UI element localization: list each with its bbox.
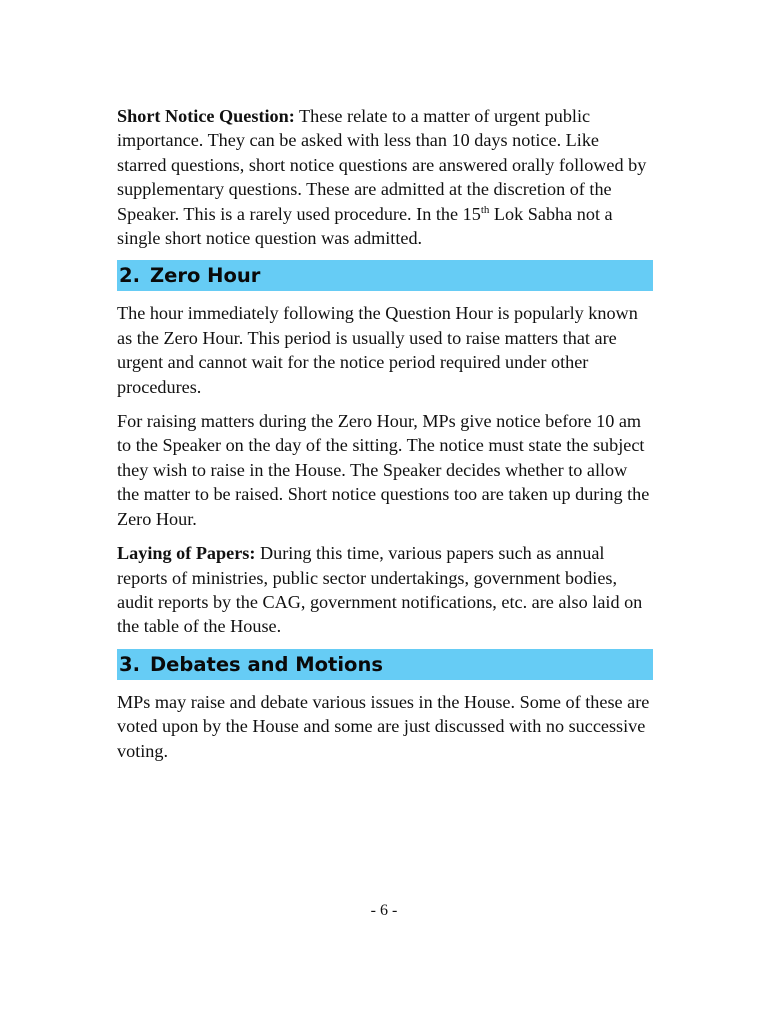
page-content (117, 104, 653, 773)
laying-of-papers-text: During this time, various papers such as annual reports of ministries, public sector undertakings, government bodies, audit reports by the CAG, government notifications, etc. are also laid on the table of the House. (117, 543, 643, 637)
short-notice-question-text: These relate to a matter of urgent public importance. They can be asked with less than 10 days notice. Like starred questions, short notice questions are answered orally followed by supplementary questions. These are admitted at the discretion of the Speaker. This is a rarely used procedure. In the 15 (117, 106, 647, 224)
section-number: 2. (119, 264, 140, 288)
short-notice-question-lead: Short Notice Question: (117, 106, 295, 126)
laying-of-papers-paragraph (117, 541, 653, 639)
page-number: - 6 - (370, 902, 398, 919)
ordinal-superscript: th (480, 203, 490, 216)
laying-of-papers-lead: Laying of Papers: (117, 543, 256, 564)
section-number: 3. (119, 652, 140, 676)
section-heading-zero-hour (117, 260, 653, 291)
short-notice-question-text-end: Lok Sabha not a single short notice question was admitted. (117, 203, 613, 249)
section-title: Zero Hour (149, 264, 261, 288)
zero-hour-paragraph-2: For raising matters during the Zero Hour, MPs give notice before 10 am to the Speaker on the day of the sitting. The notice must state the subject they wish to raise in the House. The Speaker decides whether to allow the matter to be raised. Short notice questions too are taken up during the Zero Hour. (117, 411, 650, 529)
zero-hour-paragraph-1: The hour immediately following the Question Hour is popularly known as the Zero Hour. This period is usually used to raise matters that are urgent and cannot wait for the notice period required under other procedures. (117, 303, 638, 397)
section-heading-debates-and-motions (117, 649, 653, 680)
debates-paragraph: MPs may raise and debate various issues in the House. Some of these are voted upon by the House and some are just discussed with no successive voting. (117, 691, 650, 761)
section-title: Debates and Motions (149, 652, 383, 676)
short-notice-question-paragraph (117, 104, 653, 250)
